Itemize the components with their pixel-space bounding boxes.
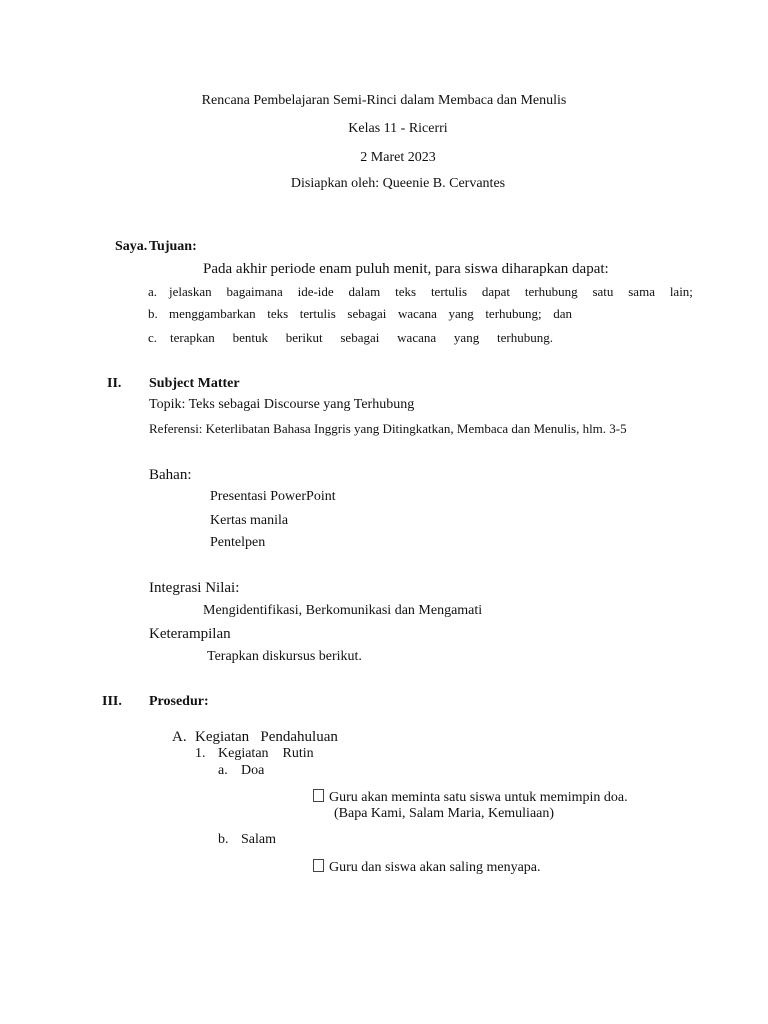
word: bentuk [232,330,268,345]
reference-line: Referensi: Keterlibatan Bahasa Inggris yang Ditingkatkan, Membaca dan Menulis, hlm. 3-5 [149,421,627,436]
date-label: 2 Maret 2023 [360,150,436,165]
word: yang [453,330,480,345]
word: terhubung. [497,330,553,345]
routine-number: 1. [195,746,206,761]
topic-line: Topik: Teks sebagai Discourse yang Terhubung [149,397,415,412]
word: terhubung; [485,306,542,321]
prayer-note-text: Guru akan meminta satu siswa untuk memimpin doa. [329,790,628,805]
section2-heading: Subject Matter [149,376,240,391]
section2-numeral: II. [107,376,122,391]
checkbox-icon [313,859,324,872]
objective-b [169,306,572,322]
material-item: Pentelpen [210,535,266,550]
objectives-intro: Pada akhir periode enam puluh menit, para siswa diharapkan dapat: [203,261,609,277]
word: sebagai [340,330,380,345]
word: ide-ide [297,284,334,299]
word: berikut [285,330,323,345]
objective-a-letter: a. [148,284,158,299]
values-text: Mengidentifikasi, Berkomunikasi dan Mengamati [203,603,483,618]
checkbox-icon [313,789,324,802]
class-label: Kelas 11 - Ricerri [348,121,448,136]
activity-a-letter: A. [172,729,187,745]
word: teks [395,284,417,299]
word: sebagai [347,306,387,321]
word: dan [553,306,572,321]
word: teks [267,306,289,321]
word: tertulis [430,284,468,299]
prepared-by: Disiapkan oleh: Queenie B. Cervantes [290,176,506,191]
greeting-note-text: Guru dan siswa akan saling menyapa. [329,860,541,875]
word: yang [448,306,474,321]
objective-c-letter: c. [148,330,158,345]
word: terapkan [170,330,215,345]
objective-c [170,330,553,346]
materials-label: Bahan: [149,467,192,483]
greeting-note [313,859,541,876]
prayer-note [313,789,628,806]
activity-a-title: Kegiatan Pendahuluan [195,729,338,745]
values-label: Integrasi Nilai: [149,580,240,596]
objective-a [169,284,693,300]
prayer-subnote: (Bapa Kami, Salam Maria, Kemuliaan) [334,806,555,821]
skills-label: Keterampilan [149,626,231,642]
word: satu [592,284,614,299]
word: bagaimana [226,284,283,299]
word: terhubung [524,284,578,299]
section3-heading: Prosedur: [149,694,209,709]
prayer-title: Doa [241,763,265,778]
prayer-letter: a. [218,763,228,778]
section1-numeral: Saya. [115,239,148,254]
word: menggambarkan [169,306,256,321]
objective-b-letter: b. [148,306,158,321]
document-title: Rencana Pembelajaran Semi-Rinci dalam Membaca dan Menulis [201,93,567,108]
section1-heading: Tujuan: [149,239,197,254]
word: lain; [669,284,693,299]
word: wacana [397,306,437,321]
greeting-title: Salam [241,832,276,847]
word: sama [628,284,655,299]
routine-title: Kegiatan Rutin [218,746,314,761]
word: dapat [481,284,511,299]
word: jelaskan [169,284,212,299]
material-item: Kertas manila [210,513,289,528]
section3-numeral: III. [102,694,122,709]
word: wacana [397,330,437,345]
word: tertulis [299,306,336,321]
word: dalam [348,284,381,299]
skills-text: Terapkan diskursus berikut. [207,649,362,664]
greeting-letter: b. [218,832,229,847]
material-item: Presentasi PowerPoint [210,489,336,504]
